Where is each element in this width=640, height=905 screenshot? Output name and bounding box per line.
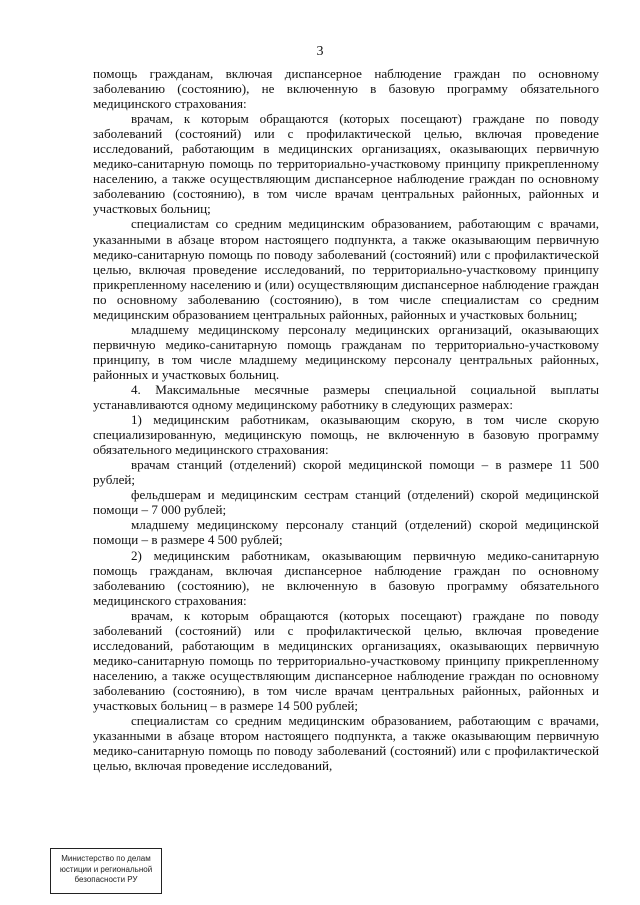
paragraph: младшему медицинскому персоналу медицинских организаций, оказывающих первичную медико-санитарную помощь гражданам по территориально-участковому принципу, в том числе младшему медицинскому персоналу центральных районных, районных и участковых больниц. [93,321,599,382]
paragraph: специалистам со средним медицинским образованием, работающим с врачами, указанными в абзаце втором настоящего подпункта, а также оказывающим первичную медико-санитарную помощь по поводу заболеваний (состояний) или с профилактической целью, включая проведение исследований, [93,713,599,774]
registration-stamp [50,848,162,894]
paragraph: 4. Максимальные месячные размеры специальной социальной выплаты устанавливаются одному медицинскому работнику в следующих размерах: [93,381,599,413]
paragraph: фельдшерам и медицинским сестрам станций (отделений) скорой медицинской помощи – 7 000 рублей; [93,487,599,518]
paragraph: специалистам со средним медицинским образованием, работающим с врачами, указанными в абзаце втором настоящего подпункта, а также оказывающим первичную медико-санитарную помощь по поводу заболеваний (состояний) или с профилактической целью, включая проведение исследований, по территориально-участковому принципу прикрепленному населению и (или) осуществляющим диспансерное наблюдение граждан по основному заболеванию (состоянию), в том числе специалистам со средним медицинским образованием центральных районных, районных и участковых больниц; [93,216,599,322]
paragraph: помощь гражданам, включая диспансерное наблюдение граждан по основному заболеванию (состоянию), не включенную в базовую программу обязательного медицинского страхования: [93,66,599,112]
stamp-line: безопасности РУ [74,875,138,884]
paragraph: младшему медицинскому персоналу станций (отделений) скорой медицинской помощи – в размере 4 500 рублей; [93,517,599,548]
stamp-line: Министерство по делам [61,854,151,863]
paragraph: врачам, к которым обращаются (которых посещают) граждане по поводу заболеваний (состояний) или с профилактической целью, включая проведение исследований, работающим в медицинских организациях, оказывающих первичную медико-санитарную помощь по территориально-участковому принципу прикрепленному населению, а также осуществляющим диспансерное наблюдение граждан по основному заболеванию (состоянию), в том числе врачам центральных районных, районных и участковых больниц – в размере 14 500 рублей; [93,607,599,713]
paragraph: 1) медицинским работникам, оказывающим скорую, в том числе скорую специализированную, медицинскую помощь, не включенную в базовую программу обязательного медицинского страхования: [93,412,599,458]
document-body [93,66,599,773]
paragraph: врачам, к которым обращаются (которых посещают) граждане по поводу заболеваний (состояний) или с профилактической целью, включая проведение исследований, работающим в медицинских организациях, оказывающих первичную медико-санитарную помощь по территориально-участковому принципу прикрепленному населению, а также осуществляющим диспансерное наблюдение граждан по основному заболеванию (состоянию), в том числе врачам центральных районных, районных и участковых больниц; [93,111,599,217]
paragraph: врачам станций (отделений) скорой медицинской помощи – в размере 11 500 рублей; [93,457,599,488]
page-number: 3 [316,44,324,59]
stamp-line: юстиции и региональной [59,864,153,874]
paragraph: 2) медицинским работникам, оказывающим первичную медико-санитарную помощь гражданам, включая диспансерное наблюдение граждан по основному заболеванию (состоянию), не включенную в базовую программу обязательного медицинского страхования: [93,547,599,608]
